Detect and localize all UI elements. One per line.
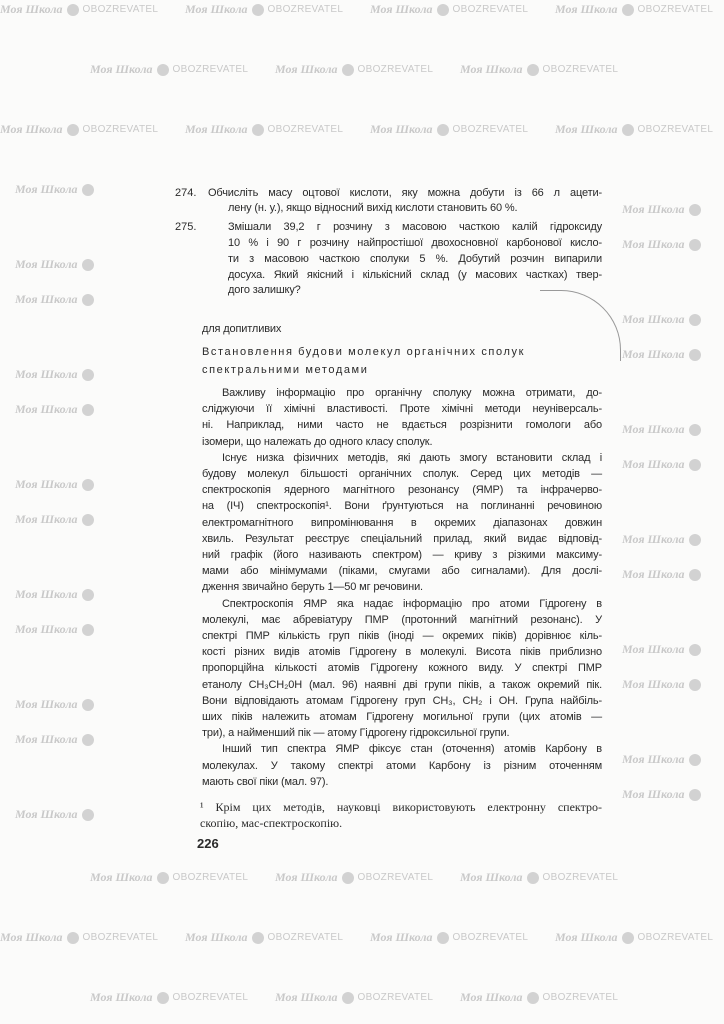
watermark-school: Моя Школа	[15, 292, 78, 306]
body-line: Існує низка фізичних методів, які дають змогу встановити склад і	[222, 451, 602, 464]
watermark-school: Моя Школа	[622, 642, 685, 656]
watermark-brand: OBOZREVATEL	[82, 124, 159, 135]
watermark-school: Моя Школа	[0, 930, 63, 944]
watermark-brand: OBOZREVATEL	[542, 64, 619, 75]
watermark-school: Моя Школа	[555, 2, 618, 16]
watermark-school: Моя Школа	[15, 697, 78, 711]
body-line: молекулі, має абревіатуру ПМР (протонний магнітний резонанс). У	[202, 613, 602, 626]
watermark-school: Моя Школа	[622, 752, 685, 766]
watermark-school: Моя Школа	[622, 422, 685, 436]
watermark-school: Моя Школа	[460, 990, 523, 1004]
watermark-school: Моя Школа	[90, 870, 153, 884]
watermark-school: Моя Школа	[185, 2, 248, 16]
watermark-school: Моя Школа	[622, 312, 685, 326]
problem-275-line: ти з масовою часткою сполуки 5 %. Добутий розчин випарили	[228, 253, 602, 265]
body-line: кості різних видів атомів Гідрогену в молекулі. Висота піків приблизно	[202, 646, 602, 659]
section-title: спектральними методами	[202, 364, 369, 376]
body-line: мами або мінімумами (піками, смугами або сигналами). Для дослі-	[202, 565, 602, 578]
body-line: Спектроскопія ЯМР яка надає інформацію про атоми Гідрогену в	[222, 597, 602, 610]
body-line: етанолу CH₃CH₂0H (мал. 96) наявні дві групи піків, а також окремий пік.	[202, 678, 602, 691]
watermark-school: Моя Школа	[275, 870, 338, 884]
watermark-brand: OBOZREVATEL	[357, 872, 434, 883]
body-line: спектрі ПМР кількість груп піків (іноді — окремих піків) дорівнює кіль-	[202, 630, 602, 642]
watermark-school: Моя Школа	[555, 122, 618, 136]
watermark-school: Моя Школа	[15, 587, 78, 601]
body-line: дження звичайно беруть 1—50 мг речовини.	[202, 581, 423, 594]
watermark-school: Моя Школа	[555, 930, 618, 944]
watermark-school: Моя Школа	[15, 477, 78, 491]
watermark-school: Моя Школа	[622, 457, 685, 471]
watermark-school: Моя Школа	[370, 122, 433, 136]
body-line: ний графік (його називають спектром) — криву з різкими максиму-	[202, 549, 602, 561]
watermark-school: Моя Школа	[275, 62, 338, 76]
problem-275-line: Змішали 39,2 г розчину з масовою часткою калій гідроксиду	[228, 221, 602, 233]
watermark-brand: OBOZREVATEL	[452, 932, 529, 943]
watermark-brand: OBOZREVATEL	[542, 872, 619, 883]
body-line: електромагнітного випромінювання в окремих діапазонах довжин	[202, 516, 602, 529]
watermark-school: Моя Школа	[622, 532, 685, 546]
watermark-school: Моя Школа	[15, 512, 78, 526]
body-line: Інший тип спектра ЯМР фіксує стан (оточення) атомів Карбону в	[222, 743, 602, 756]
watermark-brand: OBOZREVATEL	[267, 124, 344, 135]
watermark-brand: OBOZREVATEL	[452, 124, 529, 135]
watermark-school: Моя Школа	[0, 122, 63, 136]
watermark-school: Моя Школа	[622, 202, 685, 216]
watermark-school: Моя Школа	[15, 732, 78, 746]
body-line: Вони відповідають атомам Гідрогену груп CH₃, CH₂ і OH. Група найбіль-	[202, 694, 602, 707]
watermark-school: Моя Школа	[15, 182, 78, 196]
body-line: три), а найменший пік — атому Гідрогену гідроксильної групи.	[202, 727, 510, 740]
body-line: ні. Наприклад, ними часто не вдається розрізнити гомологи або	[202, 419, 602, 432]
watermark-brand: OBOZREVATEL	[542, 992, 619, 1003]
section-title: Встановлення будови молекул органічних сполук	[202, 346, 525, 358]
problem-275-line: 10 % і 90 г розчину найпростішої двохосновної карбонової кисло-	[228, 237, 602, 249]
page-number: 226	[197, 836, 219, 851]
body-line: Важливу інформацію про органічну сполуку можна отримати, до-	[222, 387, 602, 399]
watermark-school: Моя Школа	[185, 930, 248, 944]
watermark-school: Моя Школа	[15, 807, 78, 821]
watermark-school: Моя Школа	[370, 2, 433, 16]
watermark-school: Моя Школа	[15, 622, 78, 636]
watermark-school: Моя Школа	[622, 237, 685, 251]
watermark-brand: OBOZREVATEL	[357, 992, 434, 1003]
body-line: молекулах. У такому спектрі атоми Карбону із різним оточенням	[202, 759, 602, 772]
watermark-brand: OBOZREVATEL	[637, 932, 714, 943]
watermark-brand: OBOZREVATEL	[172, 64, 249, 75]
problem-275-line: дого залишку?	[228, 284, 301, 296]
watermark-brand: OBOZREVATEL	[357, 64, 434, 75]
watermark-school: Моя Школа	[185, 122, 248, 136]
watermark-brand: OBOZREVATEL	[637, 4, 714, 15]
watermark-school: Моя Школа	[460, 62, 523, 76]
body-line: хвиль. Результат реєструє спеціальний прилад, який видає відповід-	[202, 532, 602, 545]
watermark-brand: OBOZREVATEL	[452, 4, 529, 15]
watermark-school: Моя Школа	[622, 567, 685, 581]
problem-275-line: досуха. Який якісний і кількісний склад (у масових частках) твер-	[228, 269, 602, 281]
footnote-line: ¹ Крім цих методів, науковці використовують електронну спектро-	[200, 800, 602, 814]
body-line: спектроскопія ядерного магнітного резонансу (ЯМР) та інфрачерво-	[202, 484, 602, 497]
problem-number: 274.	[175, 187, 197, 199]
watermark-school: Моя Школа	[370, 930, 433, 944]
body-line: ших піків належить атомам Гідрогену могильної групи (цих атомів —	[202, 711, 602, 723]
watermark-school: Моя Школа	[15, 367, 78, 381]
section-label: для допитливих	[202, 323, 282, 335]
watermark-brand: OBOZREVATEL	[82, 4, 159, 15]
watermark-school: Моя Школа	[622, 677, 685, 691]
problem-number: 275.	[175, 221, 197, 233]
problem-274-line: Обчисліть масу оцтової кислоти, яку можна добути із 66 л ацети-	[208, 187, 602, 199]
watermark-school: Моя Школа	[0, 2, 63, 16]
body-line: ізомери, що належать до одного класу сполук.	[202, 435, 433, 448]
watermark-school: Моя Школа	[15, 257, 78, 271]
watermark-school: Моя Школа	[622, 787, 685, 801]
footnote-line: скопію, мас-спектроскопію.	[200, 816, 343, 830]
body-line: мають свої піки (мал. 97).	[202, 775, 329, 788]
watermark-school: Моя Школа	[90, 62, 153, 76]
body-line: на (ІЧ) спектроскопія¹. Вони ґрунтуються на поглинанні речовиною	[202, 500, 602, 513]
watermark-brand: OBOZREVATEL	[637, 124, 714, 135]
watermark-school: Моя Школа	[460, 870, 523, 884]
watermark-school: Моя Школа	[15, 402, 78, 416]
watermark-brand: OBOZREVATEL	[82, 932, 159, 943]
watermark-school: Моя Школа	[622, 347, 685, 361]
body-line: пропорційна кількості атомів Гідрогену кожного виду. У спектрі ПМР	[202, 662, 602, 675]
watermark-school: Моя Школа	[275, 990, 338, 1004]
watermark-brand: OBOZREVATEL	[172, 992, 249, 1003]
watermark-brand: OBOZREVATEL	[267, 4, 344, 15]
watermark-brand: OBOZREVATEL	[172, 872, 249, 883]
problem-274-line: лену (н. у.), якщо відносний вихід кислоти становить 60 %.	[228, 202, 518, 214]
body-line: будову молекул більшості органічних сполук. Серед цих методів —	[202, 468, 602, 480]
watermark-school: Моя Школа	[90, 990, 153, 1004]
body-line: сліджуючи її хімічні властивості. Проте хімічні методи неуніверсаль-	[202, 403, 602, 416]
watermark-brand: OBOZREVATEL	[267, 932, 344, 943]
